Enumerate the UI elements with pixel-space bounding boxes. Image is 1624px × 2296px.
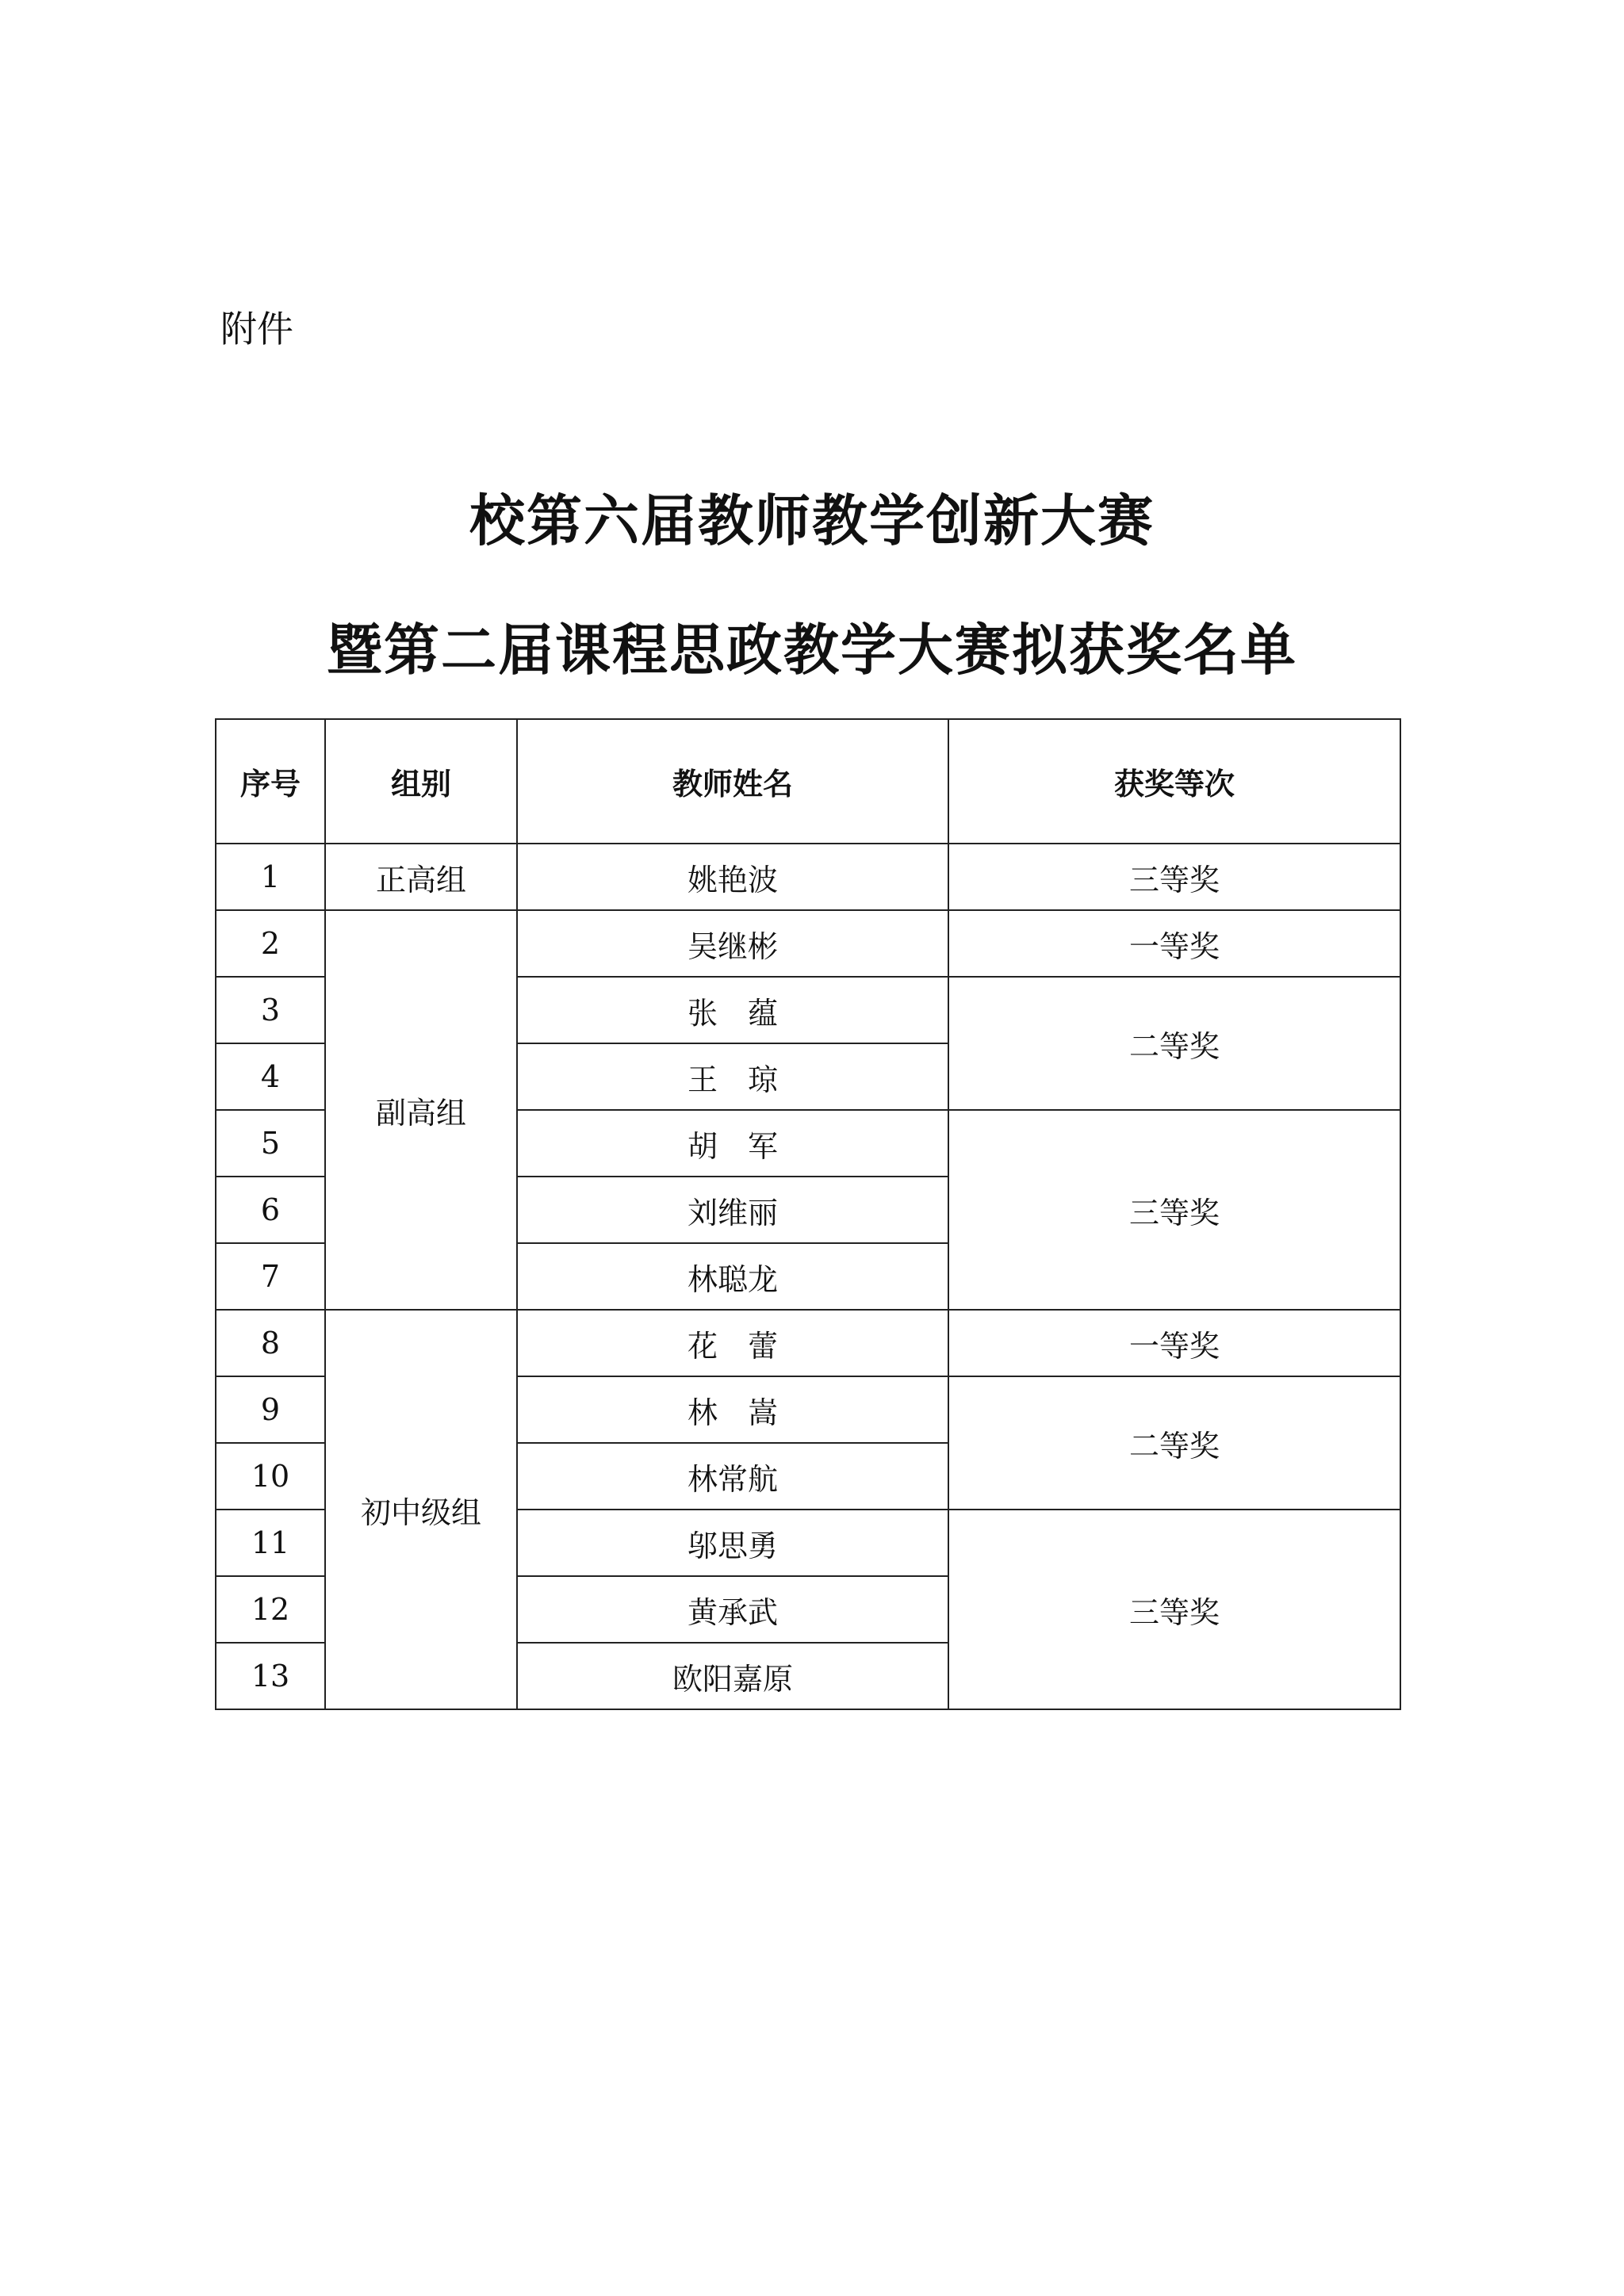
seq-cell: 3 <box>216 977 325 1043</box>
award-cell: 三等奖 <box>948 1510 1400 1709</box>
attachment-label: 附件 <box>220 308 293 350</box>
name-cell: 胡 军 <box>517 1110 948 1177</box>
table-row <box>216 910 1400 977</box>
name-cell: 黄承武 <box>517 1576 948 1643</box>
name-cell: 欧阳嘉原 <box>517 1643 948 1709</box>
group-cell: 正高组 <box>325 844 517 910</box>
table-row <box>216 1310 1400 1376</box>
name-cell: 林聪龙 <box>517 1243 948 1310</box>
seq-cell: 12 <box>216 1576 325 1643</box>
seq-cell: 5 <box>216 1110 325 1177</box>
seq-cell: 6 <box>216 1177 325 1243</box>
seq-cell: 13 <box>216 1643 325 1709</box>
name-cell: 刘维丽 <box>517 1177 948 1243</box>
seq-cell: 1 <box>216 844 325 910</box>
award-cell: 二等奖 <box>948 1376 1400 1510</box>
header-seq: 序号 <box>216 719 325 844</box>
award-cell: 一等奖 <box>948 1310 1400 1376</box>
page-title-line-2: 暨第二届课程思政教学大赛拟获奖名单 <box>327 617 1297 683</box>
table-header-row <box>216 719 1400 844</box>
group-cell: 初中级组 <box>325 1310 517 1709</box>
header-group: 组别 <box>325 719 517 844</box>
name-cell: 邬思勇 <box>517 1510 948 1576</box>
name-cell: 王 琼 <box>517 1043 948 1110</box>
name-cell: 花 蕾 <box>517 1310 948 1376</box>
award-list-table <box>215 718 1401 1710</box>
name-cell: 林常航 <box>517 1443 948 1510</box>
header-award: 获奖等次 <box>948 719 1400 844</box>
name-cell: 张 蕴 <box>517 977 948 1043</box>
seq-cell: 9 <box>216 1376 325 1443</box>
award-cell: 三等奖 <box>948 1110 1400 1310</box>
name-cell: 吴继彬 <box>517 910 948 977</box>
seq-cell: 2 <box>216 910 325 977</box>
seq-cell: 7 <box>216 1243 325 1310</box>
header-name: 教师姓名 <box>517 719 948 844</box>
seq-cell: 8 <box>216 1310 325 1376</box>
name-cell: 姚艳波 <box>517 844 948 910</box>
group-cell: 副高组 <box>325 910 517 1310</box>
seq-cell: 4 <box>216 1043 325 1110</box>
award-cell: 三等奖 <box>948 844 1400 910</box>
seq-cell: 10 <box>216 1443 325 1510</box>
page-title-line-1: 校第六届教师教学创新大赛 <box>469 488 1155 553</box>
award-cell: 二等奖 <box>948 977 1400 1110</box>
table-row <box>216 844 1400 910</box>
award-cell: 一等奖 <box>948 910 1400 977</box>
name-cell: 林 嵩 <box>517 1376 948 1443</box>
seq-cell: 11 <box>216 1510 325 1576</box>
